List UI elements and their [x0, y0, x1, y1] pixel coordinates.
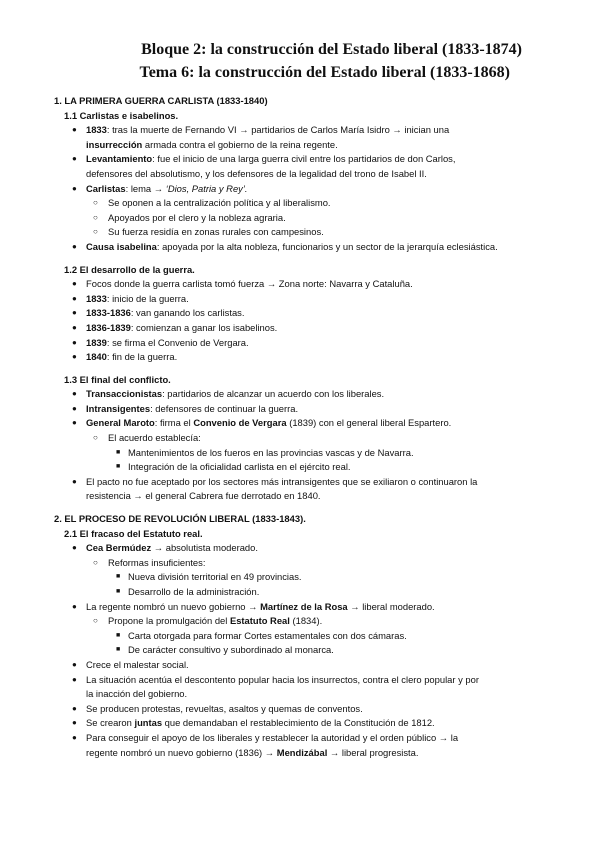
bullet-icon: ●: [72, 403, 77, 413]
square-bullet-icon: ■: [116, 573, 121, 581]
square-bullet-icon: ■: [116, 588, 121, 595]
list-item: ● El pacto no fue aceptado por los sectores más intransigentes que se exiliaron o continuaron la: [0, 475, 600, 490]
list-subsubitem: ■ Nueva división territorial en 49 provincias.: [0, 570, 600, 585]
list-item: ● 1833: tras la muerte de Fernando VI → partidarios de Carlos María Isidro → inician una: [0, 123, 600, 138]
bullet-icon: ●: [72, 476, 77, 486]
bullet-icon: ●: [72, 293, 77, 303]
section-heading: 1. LA PRIMERA GUERRA CARLISTA (1833-1840): [54, 95, 268, 106]
circle-bullet-icon: ○: [93, 433, 98, 443]
list-item-continuation: resistencia → el general Cabrera fue derrotado en 1840.: [86, 490, 321, 502]
list-subitem: ○ Su fuerza residía en zonas rurales con campesinos.: [0, 225, 600, 240]
list-item: ● 1840: fin de la guerra.: [0, 350, 600, 365]
square-bullet-icon: ■: [116, 646, 121, 654]
list-item: ● Focos donde la guerra carlista tomó fuerza → Zona norte: Navarra y Cataluña.: [0, 277, 600, 292]
list-item: ● 1839: se firma el Convenio de Vergara.: [0, 336, 600, 351]
bullet-icon: ●: [72, 389, 77, 399]
list-item: ● Levantamiento: fue el inicio de una larga guerra civil entre los partidarios de don Carlos,: [0, 152, 600, 167]
circle-bullet-icon: ○: [93, 212, 98, 222]
list-item: ● Se crearon juntas que demandaban el restablecimiento de la Constitución de 1812.: [0, 716, 600, 731]
list-item: ● 1833-1836: van ganando los carlistas.: [0, 306, 600, 321]
bullet-icon: ●: [72, 703, 77, 713]
list-item: ● Cea Bermúdez → absolutista moderado.: [0, 541, 600, 556]
list-item: ● Carlistas: lema → ‘Dios, Patria y Rey’.: [0, 182, 600, 197]
square-bullet-icon: ■: [116, 631, 121, 639]
list-subsubitem: ■ Desarrollo de la administración.: [0, 585, 600, 600]
bullet-icon: ●: [72, 418, 77, 428]
list-subsubitem: ■ Carta otorgada para formar Cortes estamentales con dos cámaras.: [0, 629, 600, 644]
list-subsubitem: ■ De carácter consultivo y subordinado al monarca.: [0, 643, 600, 658]
list-item-continuation: defensores del absolutismo, y los defensores de la legalidad del trono de Isabel II.: [86, 167, 427, 179]
subsection-heading: 2.1 El fracaso del Estatuto real.: [64, 527, 203, 539]
list-subitem: ○ Apoyados por el clero y la nobleza agraria.: [0, 211, 600, 226]
bullet-icon: ●: [72, 352, 77, 362]
subsection-heading: 1.3 El final del conflicto.: [64, 373, 171, 385]
bullet-icon: ●: [72, 337, 77, 347]
list-item: ● 1833: inicio de la guerra.: [0, 292, 600, 307]
bullet-icon: ●: [72, 543, 77, 553]
bullet-icon: ●: [72, 308, 77, 318]
list-item: ● La regente nombró un nuevo gobierno → Martínez de la Rosa → liberal moderado.: [0, 600, 600, 615]
block-title: Bloque 2: la construcción del Estado liberal (1833-1874): [141, 41, 522, 58]
subsection-heading: 1.1 Carlistas e isabelinos.: [64, 109, 179, 121]
list-item: ● General Maroto: firma el Convenio de Vergara (1839) con el general liberal Espartero.: [0, 416, 600, 431]
subsection-heading: 1.2 El desarrollo de la guerra.: [64, 263, 195, 275]
list-item-continuation: la inacción del gobierno.: [86, 688, 188, 700]
bullet-icon: ●: [72, 322, 77, 332]
list-item: ● Para conseguir el apoyo de los liberales y restablecer la autoridad y el orden público → la: [0, 731, 600, 746]
list-subitem: ○ Reformas insuficientes:: [0, 556, 600, 571]
bullet-icon: ●: [72, 183, 77, 193]
bullet-icon: ●: [72, 154, 77, 164]
list-subitem: ○ El acuerdo establecía:: [0, 431, 600, 446]
circle-bullet-icon: ○: [93, 227, 98, 237]
bullet-icon: ●: [72, 601, 77, 611]
bullet-icon: ●: [72, 125, 77, 135]
list-item-continuation: insurrección armada contra el gobierno de la reina regente.: [86, 138, 338, 150]
bullet-icon: ●: [72, 241, 77, 251]
circle-bullet-icon: ○: [93, 557, 98, 567]
circle-bullet-icon: ○: [93, 198, 98, 208]
document-body: [0, 94, 600, 760]
list-subitem: ○ Se oponen a la centralización política y al liberalismo.: [0, 196, 600, 211]
list-item: ● Transaccionistas: partidarios de alcanzar un acuerdo con los liberales.: [0, 387, 600, 402]
section-heading: 2. EL PROCESO DE REVOLUCIÓN LIBERAL (1833-1843).: [54, 513, 306, 525]
list-item: ● La situación acentúa el descontento popular hacia los insurrectos, contra el clero popular y por: [0, 673, 600, 688]
list-item: ● Crece el malestar social.: [0, 658, 600, 673]
list-item-continuation: regente nombró un nuevo gobierno (1836) → Mendizábal → liberal progresista.: [86, 746, 419, 758]
bullet-icon: ●: [72, 674, 77, 684]
circle-bullet-icon: ○: [93, 616, 98, 626]
square-bullet-icon: ■: [116, 463, 121, 471]
list-subitem: ○ Propone la promulgación del Estatuto Real (1834).: [0, 614, 600, 629]
list-item: ● Causa isabelina: apoyada por la alta nobleza, funcionarios y un sector de la jerarquía eclesiástica.: [0, 240, 600, 255]
topic-title: Tema 6: la construcción del Estado liberal (1833-1868): [139, 64, 510, 81]
bullet-icon: ●: [72, 659, 77, 669]
list-subsubitem: ■ Integración de la oficialidad carlista en el ejército real.: [0, 460, 600, 475]
square-bullet-icon: ■: [116, 448, 121, 456]
list-subsubitem: ■ Mantenimientos de los fueros en las provincias vascas y de Navarra.: [0, 446, 600, 461]
bullet-icon: ●: [72, 732, 77, 742]
list-item: ● Intransigentes: defensores de continuar la guerra.: [0, 402, 600, 417]
list-item: ● 1836-1839: comienzan a ganar los isabelinos.: [0, 321, 600, 336]
bullet-icon: ●: [72, 718, 77, 728]
bullet-icon: ●: [72, 279, 77, 289]
list-item: ● Se producen protestas, revueltas, asaltos y quemas de conventos.: [0, 702, 600, 717]
